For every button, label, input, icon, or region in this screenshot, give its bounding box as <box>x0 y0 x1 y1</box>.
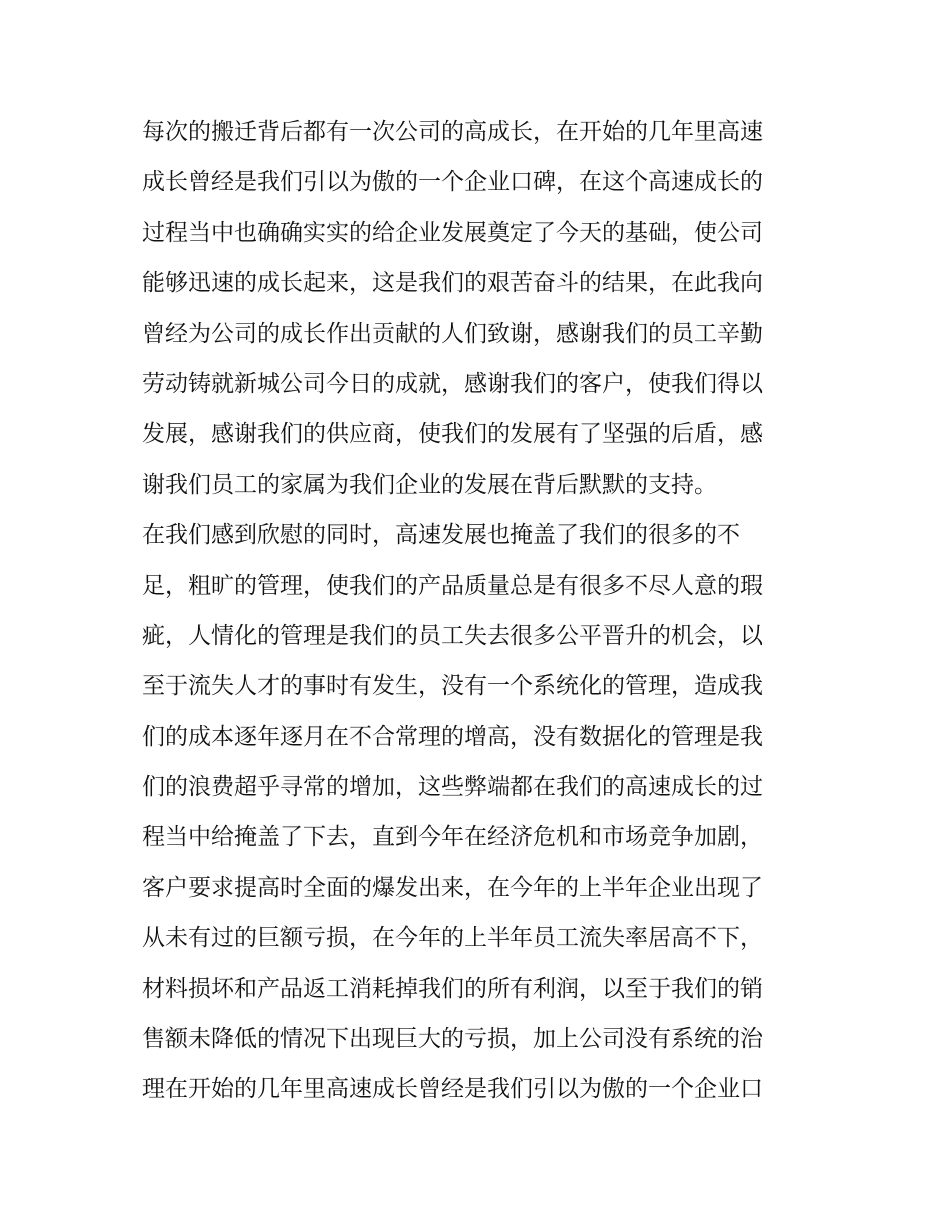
text-line: 曾经为公司的成长作出贡献的人们致谢，感谢我们的员工辛勤 <box>142 320 763 347</box>
text-line: 谢我们员工的家属为我们企业的发展在背后默默的支持。 <box>142 471 717 498</box>
text-line: 发展，感谢我们的供应商，使我们的发展有了坚强的后盾，感 <box>142 421 763 448</box>
text-line: 至于流失人才的事时有发生，没有一个系统化的管理，造成我 <box>142 673 763 700</box>
text-line: 足，粗旷的管理，使我们的产品质量总是有很多不尽人意的瑕 <box>142 572 763 599</box>
text-line: 程当中给掩盖了下去，直到今年在经济危机和市场竞争加剧， <box>142 824 763 851</box>
text-line: 劳动铸就新城公司今日的成就，感谢我们的客户，使我们得以 <box>142 370 763 397</box>
text-line: 疵，人情化的管理是我们的员工失去很多公平晋升的机会，以 <box>142 622 763 649</box>
text-line: 们的成本逐年逐月在不合常理的增高，没有数据化的管理是我 <box>142 723 763 750</box>
text-line: 过程当中也确确实实的给企业发展奠定了今天的基础，使公司 <box>142 219 763 246</box>
text-line: 在我们感到欣慰的同时，高速发展也掩盖了我们的很多的不 <box>142 522 740 549</box>
body-text <box>142 107 814 1115</box>
text-line: 能够迅速的成长起来，这是我们的艰苦奋斗的结果，在此我向 <box>142 270 763 297</box>
text-line: 成长曾经是我们引以为傲的一个企业口碑，在这个高速成长的 <box>142 169 763 196</box>
text-line: 从未有过的巨额亏损，在今年的上半年员工流失率居高不下， <box>142 925 763 952</box>
text-line: 售额未降低的情况下出现巨大的亏损，加上公司没有系统的治 <box>142 1026 763 1053</box>
text-line: 每次的搬迁背后都有一次公司的高成长，在开始的几年里高速 <box>142 119 763 145</box>
text-line: 材料损坏和产品返工消耗掉我们的所有利润，以至于我们的销 <box>142 975 763 1002</box>
text-line: 们的浪费超乎寻常的增加，这些弊端都在我们的高速成长的过 <box>142 774 763 801</box>
text-line: 客户要求提高时全面的爆发出来，在今年的上半年企业出现了 <box>142 874 763 901</box>
text-line: 理在开始的几年里高速成长曾经是我们引以为傲的一个企业口 <box>142 1076 763 1103</box>
